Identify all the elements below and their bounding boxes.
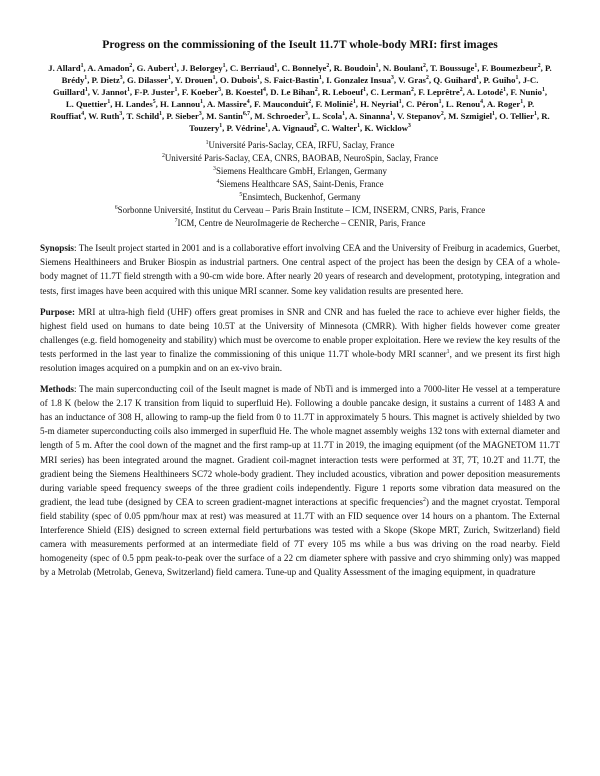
author-name: P. Brédy bbox=[61, 63, 552, 86]
affiliation bbox=[40, 178, 560, 191]
author-affiliation-number: 1 bbox=[318, 75, 322, 82]
methods-text-end: ) and the magnet cryostat. Temporal field stability (spec of 0.05 ppm/hour max at rest) was measured at 11.7T with an FID sequence over 14 hours on a phantom. The External Interference Shield (EIS) designed to screen external field perturbations was tested with a Skope (Skope MRT, Zurich, Switzerland) field camera with measurements performed at an intermediate field of 7T every 105 ms while a bus was driving on the road nearby. Field homogeneity (spec of 0.5 ppm peak-to-peak over the surface of a 22 cm diameter sphere with passive and cryo shimming only) was mapped by a Metrolab (Metrolab, Geneva, Switzerland) field camera. Tune-up and Quality Assessment of the imaging equipment, in quadrature bbox=[40, 496, 560, 578]
author-name: J-C. Guillard bbox=[52, 75, 539, 98]
author-name: F. Nunio bbox=[510, 87, 542, 98]
author: R. Leboeuf$^1$, bbox=[322, 87, 371, 98]
author-affiliation-number: 1 bbox=[503, 87, 507, 94]
author-affiliation-number: 1 bbox=[476, 75, 480, 82]
author-name: C. Berriaud bbox=[229, 63, 275, 73]
affiliation-number: 2 bbox=[161, 152, 165, 159]
author-affiliation-number: 2 bbox=[308, 99, 312, 106]
author: R. Touzery$^1$, bbox=[189, 111, 550, 134]
author: V. Jannot$^1$, bbox=[91, 87, 135, 98]
author-name: G. Aubert bbox=[136, 63, 174, 73]
synopsis-text: : The Iseult project started in 2001 and is a collaborative effort involving CEA and the University of Freiburg in academics, Guerbet, Siemens Healthineers and Bruker Biospin as industrial partners. One central aspect of the project has been the design by CEA of a whole-body magnet of 11.7T field strength with a 90-cm wide bore. After nearly 20 years of research and development, prototyping, integration and tests, first images have been acquired with this unique MRI scanner. Some key validation results are presented here. bbox=[40, 243, 560, 296]
author-affiliation-number: 2 bbox=[410, 87, 414, 94]
purpose-label: Purpose: bbox=[40, 306, 75, 317]
author: A. Sinanna$^1$, bbox=[348, 111, 398, 122]
author-affiliation-number: 1 bbox=[174, 87, 178, 94]
author: W. Ruth$^3$, bbox=[88, 111, 127, 122]
author-name: Y. Drouen bbox=[174, 75, 213, 86]
author-affiliation-number: 1 bbox=[520, 99, 524, 106]
author-name: P. Sieber bbox=[166, 111, 199, 122]
author-affiliation-number: 2 bbox=[422, 63, 426, 70]
author-name: V. Gras bbox=[398, 75, 426, 86]
author: A. Roger$^1$, bbox=[486, 99, 528, 110]
purpose-paragraph bbox=[40, 305, 560, 375]
author-name: F. Molinié bbox=[315, 99, 353, 110]
author-name: F-P. Juster bbox=[134, 87, 175, 98]
author-affiliation-number: 1 bbox=[363, 87, 367, 94]
author-name: M. Santin bbox=[206, 111, 243, 122]
author-affiliation-number: 1 bbox=[265, 123, 268, 130]
author-affiliation-number: 1 bbox=[127, 87, 130, 94]
author: F. Nunio$^1$, bbox=[510, 87, 548, 98]
author-affiliation-number: 1 bbox=[375, 63, 379, 70]
author: O. Dubois$^1$, bbox=[219, 75, 265, 86]
methods-label: Methods bbox=[40, 384, 74, 395]
author-affiliation-number: 2 bbox=[326, 63, 330, 70]
author-name: T. Boussuge bbox=[430, 63, 475, 73]
author-affiliation-number: 1 bbox=[257, 75, 260, 82]
author-affiliation-number: 4 bbox=[480, 99, 484, 106]
author-name: H. Landes bbox=[114, 99, 153, 110]
author-affiliation-number: 3 bbox=[408, 123, 411, 130]
synopsis-paragraph bbox=[40, 241, 560, 297]
author: J. Allard$^1$, bbox=[48, 63, 88, 73]
author: F. Molinié$^1$, bbox=[315, 99, 361, 110]
author: P. Sieber$^3$, bbox=[166, 111, 207, 122]
author-affiliation-number: 1 bbox=[159, 111, 163, 118]
author: V. Stepanov$^2$, bbox=[397, 111, 449, 122]
affiliation-text: Sorbonne Université, Institut du Cerveau – Paris Brain Institute – ICM, INSERM, CNRS, Paris, France bbox=[117, 205, 486, 216]
affiliation-text: Ensimtech, Buckenhof, Germany bbox=[242, 191, 361, 202]
author-name: F. Boumezbeur bbox=[481, 63, 538, 73]
affiliation-text: Siemens Healthcare SAS, Saint-Denis, France bbox=[219, 178, 384, 189]
author-affiliation-number: 1 bbox=[173, 63, 177, 70]
affiliation-number: 4 bbox=[216, 178, 220, 185]
author: B. Koestel$^4$, bbox=[225, 87, 271, 98]
author-name: R. Boudoin bbox=[333, 63, 376, 73]
author-affiliation-number: 3 bbox=[218, 87, 221, 94]
author-affiliation-number: 1 bbox=[107, 99, 111, 106]
author: F-P. Juster$^1$, bbox=[134, 87, 182, 98]
author-affiliation-number: 3 bbox=[119, 111, 123, 118]
author-name: L. Renou bbox=[445, 99, 481, 110]
author: Q. Guihard$^1$, bbox=[433, 75, 484, 86]
author-affiliation-number: 1 bbox=[342, 111, 346, 118]
author: H. Landes$^5$, bbox=[114, 99, 160, 110]
author-affiliation-number: 6,7 bbox=[242, 111, 251, 118]
author-affiliation-number: 1 bbox=[84, 75, 88, 82]
author-affiliation-number: 4 bbox=[81, 111, 85, 118]
affiliation bbox=[40, 217, 560, 230]
author-affiliation-number: 1 bbox=[274, 63, 278, 70]
author-name: I. Gonzalez Insua bbox=[326, 75, 391, 86]
author: M. Santin$^{6,7}$, bbox=[206, 111, 255, 122]
synopsis-label: Synopsis bbox=[40, 243, 74, 254]
affiliation-text: Université Paris-Saclay, CEA, IRFU, Saclay, France bbox=[208, 139, 395, 150]
author: C. Berriaud$^1$, bbox=[229, 63, 282, 73]
author-name: H. Lannou bbox=[160, 99, 201, 110]
methods-text: : The main superconducting coil of the Iseult magnet is made of NbTi and is immerged into a 7000-liter He vessel at a temperature of 1.8 K (below the 2.17 K transition from liquid to superfluid He). Following a double pancake design, it sustains a current of 1483 A and has an inductance of 308 H, allowing to ramp-up the field from 0 to 11.7T in approximately 5 hours. This magnet is actively shielded by two 5-m diameter superconducting coils also immerged in superfluid He. The whole magnet assembly weighs 132 tons with external diameter and length of 5 m. After the cool down of the magnet and the first ramp-up at 11.7T in 2019, the imaging equipment (of the MAGNETOM 11.7T MRI series) has been integrated around the magnet. Gradient coil-magnet interaction tests were performed at 3T, 7T, 10.2T and 11.7T, the gradient being the Siemens Healthineers SC72 whole-body gradient. They included acoustics, vibration and power deposition measurements during variable speed frequency sweeps of the three gradient coils independently. Figure 1 reports some vibration data measured on the gradient, the lead tube (designed by CEA to screen gradient-magnet interactions at specific frequencies bbox=[40, 384, 560, 507]
affiliation bbox=[40, 191, 560, 204]
author-affiliation-number: 1 bbox=[80, 63, 84, 70]
author-name: H. Neyrial bbox=[360, 99, 399, 110]
affiliation-number: 7 bbox=[174, 218, 178, 225]
author-affiliation-number: 2 bbox=[314, 87, 318, 94]
author: S. Faict-Bastin$^1$, bbox=[264, 75, 327, 86]
author: C. Lerman$^2$, bbox=[370, 87, 419, 98]
author: A. Lotodé$^1$, bbox=[466, 87, 511, 98]
author-affiliation-number: 1 bbox=[492, 111, 495, 118]
author-name: O. Tellier bbox=[499, 111, 534, 122]
author-name: J. Belorgey bbox=[181, 63, 223, 73]
author: O. Tellier$^1$, bbox=[499, 111, 542, 122]
author-affiliation-number: 1 bbox=[398, 99, 402, 106]
author-name: T. Schild bbox=[126, 111, 160, 122]
author-name: C. Walter bbox=[321, 123, 358, 134]
author-name: P. Rouffiat bbox=[50, 99, 535, 122]
author-affiliation-number: 3 bbox=[198, 111, 202, 118]
author: I. Gonzalez Insua$^3$, bbox=[326, 75, 399, 86]
author-affiliation-number: 2 bbox=[459, 87, 463, 94]
author: L. Renou$^4$, bbox=[445, 99, 487, 110]
author-affiliation-number: 1 bbox=[212, 75, 216, 82]
author-name: M. Szmigiel bbox=[448, 111, 492, 122]
affiliation-number: 5 bbox=[239, 191, 243, 198]
author-name: C. Péron bbox=[405, 99, 439, 110]
affiliation bbox=[40, 204, 560, 217]
author-affiliation-number: 1 bbox=[474, 63, 478, 70]
author: M. Szmigiel$^1$, bbox=[448, 111, 500, 122]
affiliation bbox=[40, 165, 560, 178]
author-name: S. Faict-Bastin bbox=[264, 75, 319, 86]
author-affiliation-number: 1 bbox=[200, 99, 203, 106]
author: N. Boulant$^2$, bbox=[382, 63, 431, 73]
author-affiliation-number: 1 bbox=[534, 111, 537, 118]
author: F. Koeber$^3$, bbox=[181, 87, 226, 98]
author-affiliation-number: 2 bbox=[537, 63, 541, 70]
author: G. Dilasser$^1$, bbox=[126, 75, 175, 86]
author: H. Neyrial$^1$, bbox=[360, 99, 406, 110]
author-affiliation-number: 1 bbox=[357, 123, 361, 130]
author-affiliation-number: 3 bbox=[391, 75, 394, 82]
author-affiliation-number: 3 bbox=[304, 111, 308, 118]
affiliation-number: 3 bbox=[213, 165, 216, 172]
author-name: O. Dubois bbox=[219, 75, 258, 86]
author-name: A. Lotodé bbox=[466, 87, 504, 98]
author: H. Lannou$^1$, bbox=[160, 99, 207, 110]
author-affiliation-number: 2 bbox=[313, 123, 317, 130]
author-name: W. Ruth bbox=[88, 111, 120, 122]
affiliation-text: Siemens Healthcare GmbH, Erlangen, Germany bbox=[215, 165, 387, 176]
author-name: A. Roger bbox=[486, 99, 521, 110]
author-name: P. Dietz bbox=[91, 75, 120, 86]
author: P. Brédy$^1$, bbox=[61, 63, 552, 86]
affiliation-number: 6 bbox=[114, 205, 118, 212]
paper-title: Progress on the commissioning of the Iseult 11.7T whole-body MRI: first images bbox=[102, 38, 498, 51]
author-affiliation-number: 1 bbox=[352, 99, 356, 106]
author-affiliation-number: 1 bbox=[541, 87, 545, 94]
author: T. Boussuge$^1$, bbox=[430, 63, 482, 73]
author-affiliation-number: 1 bbox=[167, 75, 171, 82]
author-name: F. Leprêtre bbox=[418, 87, 460, 98]
author-affiliation-number: 2 bbox=[425, 75, 429, 82]
author-list bbox=[48, 62, 552, 135]
purpose-text: MRI at ultra-high field (UHF) offers great promises in SNR and CNR and has fueled the race to achieve ever higher fields, the highest field used on humans to date being 10.5T at the University of Minnesota (CMRR). With higher fields however come greater challenges (e.g. field homogeneity and stability) which must be overcome to enable proper exploitation. Here we review the key results of the tests performed in the last year to finalize the commissioning of this unique 11.7T whole-body MRI scanner bbox=[40, 306, 560, 359]
author: C. Walter$^1$, bbox=[321, 123, 365, 134]
author: P. Dietz$^3$, bbox=[91, 75, 127, 86]
author-name: P. Védrine bbox=[226, 123, 266, 134]
author: R. Boudoin$^1$, bbox=[333, 63, 383, 73]
author bbox=[364, 123, 411, 133]
author: F. Mauconduit$^2$, bbox=[254, 99, 316, 110]
author: L. Quettier$^1$, bbox=[65, 99, 115, 110]
author-affiliation-number: 1 bbox=[219, 123, 223, 130]
author-name: F. Mauconduit bbox=[254, 99, 309, 110]
author-name: A. Amadon bbox=[87, 63, 130, 73]
author: M. Schroeder$^3$, bbox=[254, 111, 313, 122]
author: J-C. Guillard$^1$, bbox=[52, 75, 539, 98]
author-affiliation-number: 4 bbox=[246, 99, 250, 106]
author: F. Boumezbeur$^2$, bbox=[481, 63, 545, 73]
author-name: C. Lerman bbox=[370, 87, 411, 98]
author-affiliation-number: 2 bbox=[440, 111, 444, 118]
author-name: J. Allard bbox=[48, 63, 81, 73]
author-name: C. Bonnelye bbox=[281, 63, 327, 73]
author-name: V. Jannot bbox=[91, 87, 127, 98]
author-name: P. Guiho bbox=[483, 75, 516, 86]
author-name: A. Vignaud bbox=[271, 123, 314, 134]
author-affiliation-number: 3 bbox=[119, 75, 123, 82]
author-name: G. Dilasser bbox=[126, 75, 168, 86]
author-affiliation-number: 2 bbox=[129, 63, 133, 70]
author-name: D. Le Bihan bbox=[270, 87, 315, 98]
methods-paragraph bbox=[40, 382, 560, 579]
author: C. Bonnelye$^2$, bbox=[281, 63, 334, 73]
author-name: K. Wicklow bbox=[364, 123, 408, 134]
author: C. Péron$^1$, bbox=[405, 99, 446, 110]
author-name: N. Boulant bbox=[382, 63, 423, 73]
author-affiliation-number: 5 bbox=[152, 99, 156, 106]
affiliation bbox=[40, 139, 560, 152]
methods-reference: 2 bbox=[422, 496, 426, 503]
author-affiliation-number: 1 bbox=[84, 87, 88, 94]
author: D. Le Bihan$^2$, bbox=[270, 87, 323, 98]
author: L. Scola$^1$, bbox=[312, 111, 349, 122]
author-affiliation-number: 4 bbox=[262, 87, 266, 94]
author: Y. Drouen$^1$, bbox=[174, 75, 220, 86]
author-affiliation-number: 1 bbox=[438, 99, 442, 106]
author: G. Aubert$^1$, bbox=[136, 63, 182, 73]
affiliation-text: ICM, Centre de NeuroImagerie de Recherche – CENIR, Paris, France bbox=[177, 218, 426, 229]
affiliation bbox=[40, 152, 560, 165]
author-name: B. Koestel bbox=[225, 87, 263, 98]
purpose-reference: 1 bbox=[446, 348, 450, 355]
author-affiliation-number: 1 bbox=[222, 63, 226, 70]
author: P. Guiho$^1$, bbox=[483, 75, 523, 86]
author: F. Leprêtre$^2$, bbox=[418, 87, 467, 98]
author: A. Massire$^4$, bbox=[206, 99, 255, 110]
author: V. Gras$^2$, bbox=[398, 75, 434, 86]
author-name: Q. Guihard bbox=[433, 75, 477, 86]
author: A. Amadon$^2$, bbox=[87, 63, 137, 73]
author-affiliation-number: 1 bbox=[515, 75, 519, 82]
affiliation-text: Université Paris-Saclay, CEA, CNRS, BAOBAB, NeuroSpin, Saclay, France bbox=[164, 152, 439, 163]
author-name: M. Schroeder bbox=[254, 111, 305, 122]
author-name: A. Sinanna bbox=[348, 111, 390, 122]
author: A. Vignaud$^2$, bbox=[271, 123, 322, 134]
author: P. Rouffiat$^4$, bbox=[50, 99, 535, 122]
author-affiliation-number: 1 bbox=[389, 111, 393, 118]
author-name: F. Koeber bbox=[181, 87, 219, 98]
author-name: R. Leboeuf bbox=[322, 87, 364, 98]
author-name: A. Massire bbox=[206, 99, 247, 110]
author: P. Védrine$^1$, bbox=[226, 123, 272, 134]
purpose-text-end: , and we present its first high resolution images acquired on a pumpkin and on an ex-vivo brain. bbox=[40, 348, 560, 373]
author-name: L. Scola bbox=[312, 111, 343, 122]
affiliation-list bbox=[40, 139, 560, 231]
author-name: L. Quettier bbox=[65, 99, 108, 110]
affiliation-number: 1 bbox=[205, 139, 209, 146]
author: T. Schild$^1$, bbox=[126, 111, 167, 122]
author-name: R. Touzery bbox=[189, 111, 550, 134]
author-name: V. Stepanov bbox=[397, 111, 441, 122]
author: J. Belorgey$^1$, bbox=[181, 63, 230, 73]
